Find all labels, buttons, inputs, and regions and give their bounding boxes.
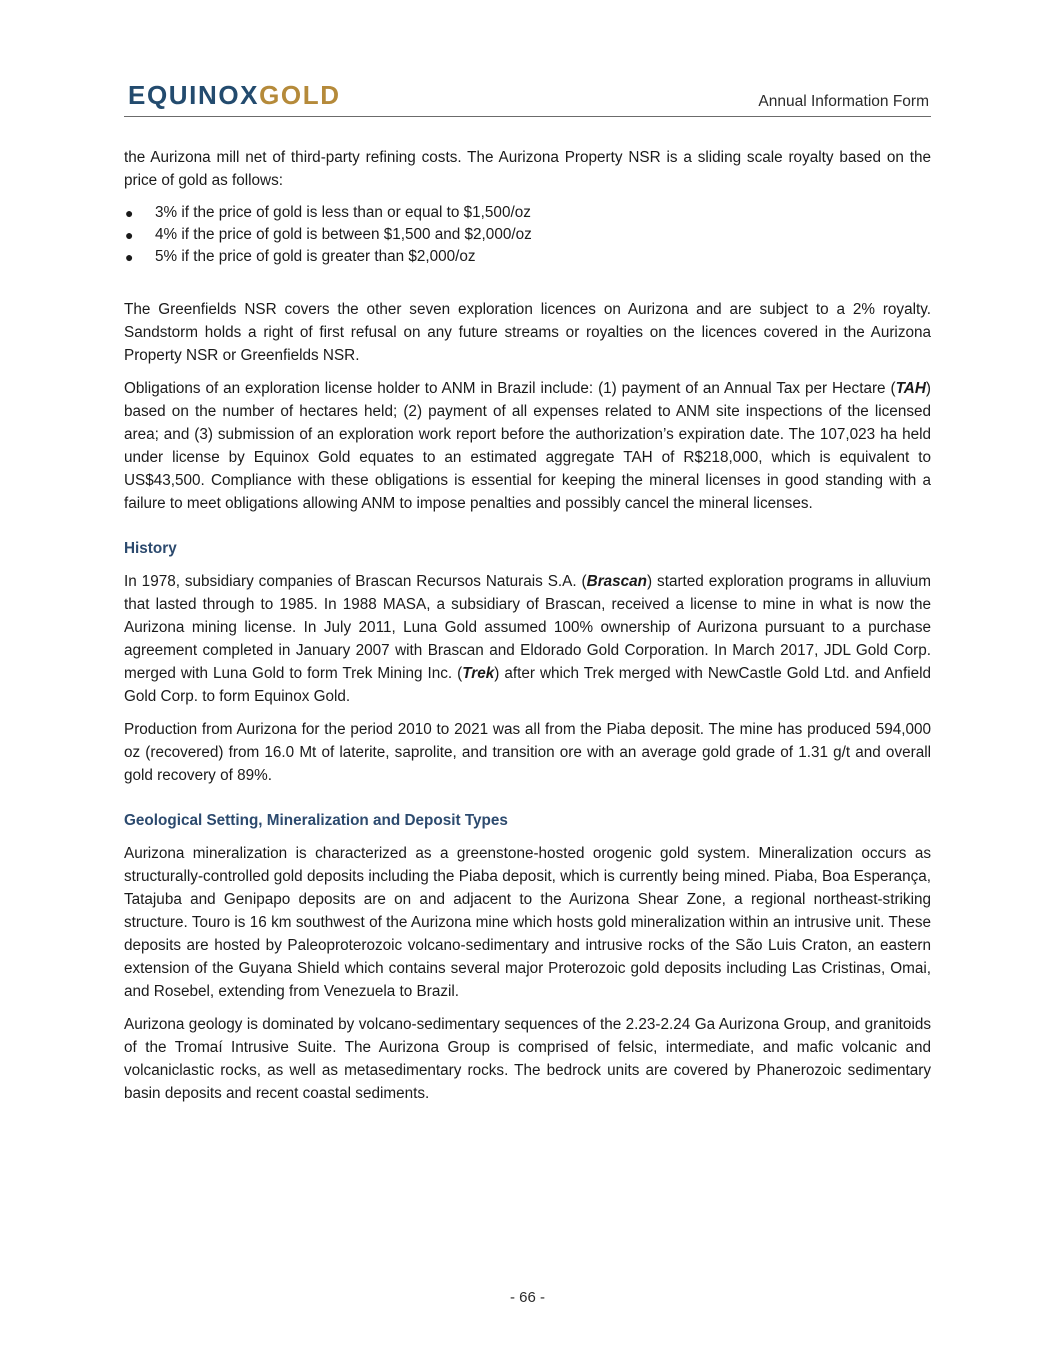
intro-paragraph: the Aurizona mill net of third-party refining costs. The Aurizona Property NSR is a sliding scale royalty based on the price of gold as follows: bbox=[124, 149, 931, 189]
bullet-icon: ● bbox=[125, 205, 134, 221]
bullet-item bbox=[124, 202, 931, 224]
bullet-text: 5% if the price of gold is greater than $2,000/oz bbox=[155, 248, 476, 265]
equinox-gold-logo bbox=[128, 80, 341, 110]
logo-text-equinox: EQUINOX bbox=[128, 80, 260, 110]
history-text-b: ) started exploration programs in alluvium that lasted through to 1985. In 1988 MASA, a subsidiary of Brascan, received a license to mine in what is now the Aurizona mining license. In July 2011, Luna Gold assumed 100% ownership of Aurizona pursuant to a purchase agreement completed in January 2007 with Brascan and Eldorado Gold Corporation. In March 2017, JDL Gold Corp. merged with Luna Gold to form Trek Mining Inc. ( bbox=[124, 573, 931, 682]
brascan-term: Brascan bbox=[586, 573, 648, 590]
bullet-item bbox=[124, 224, 931, 246]
greenfields-paragraph: The Greenfields NSR covers the other seven exploration licences on Aurizona and are subject to a 2% royalty. Sandstorm holds a right of first refusal on any future streams or royalties on the licences covered in the Aurizona Property NSR or Greenfields NSR. bbox=[124, 301, 931, 364]
bullet-text: 4% if the price of gold is between $1,500 and $2,000/oz bbox=[155, 226, 532, 243]
geology-paragraph-1: Aurizona mineralization is characterized as a greenstone-hosted orogenic gold system. Mineralization occurs as structurally-controlled gold deposits including the Piaba deposit, which is currently being mined. Piaba, Boa Esperança, Tatajuba and Genipapo deposits are on and adjacent to the Aurizona Shear Zone, a regional northeast-striking structure. Touro is 16 km southwest of the Aurizona mine which hosts gold mineralization within an intrusive unit. These deposits are hosted by Paleoproterozoic volcano-sedimentary and intrusive rocks of the São Luis Craton, an eastern extension of the Guyana Shield which contains several major Proterozoic gold deposits including Las Cristinas, Omai, and Rosebel, extending from Venezuela to Brazil. bbox=[124, 845, 931, 1000]
history-heading: History bbox=[124, 540, 177, 557]
bullet-icon: ● bbox=[125, 249, 134, 265]
tah-term: TAH bbox=[895, 380, 926, 397]
obligations-paragraph bbox=[124, 377, 931, 515]
document-title: Annual Information Form bbox=[758, 93, 929, 110]
bullet-item bbox=[124, 246, 931, 268]
bullet-icon: ● bbox=[125, 227, 134, 243]
obligations-text-a: Obligations of an exploration license holder to ANM in Brazil include: (1) payment of an Annual Tax per Hectare ( bbox=[124, 380, 896, 397]
geology-heading: Geological Setting, Mineralization and Deposit Types bbox=[124, 812, 508, 829]
history-text-c: ) after which Trek merged with NewCastle Gold Ltd. and Anfield Gold Corp. to form Equinox Gold. bbox=[124, 665, 931, 705]
page-number: - 66 - bbox=[509, 1289, 545, 1306]
trek-term: Trek bbox=[462, 665, 495, 682]
page-body bbox=[124, 146, 931, 1115]
page-header bbox=[124, 78, 931, 117]
logo-text-gold: GOLD bbox=[259, 80, 341, 110]
geology-paragraph-2: Aurizona geology is dominated by volcano-sedimentary sequences of the 2.23-2.24 Ga Aurizona Group, and granitoids of the Tromaí Intrusive Suite. The Aurizona Group is comprised of felsic, intermediate, and mafic volcanic and volcaniclastic rocks, as well as metasedimentary rocks. The bedrock units are covered by Phanerozoic sedimentary basin deposits and recent coastal sediments. bbox=[124, 1016, 931, 1102]
history-paragraph-2: Production from Aurizona for the period 2010 to 2021 was all from the Piaba deposit. The mine has produced 594,000 oz (recovered) from 16.0 Mt of laterite, saprolite, and transition ore with an average gold grade of 1.31 g/t and overall gold recovery of 89%. bbox=[124, 721, 931, 784]
obligations-text-b: ) based on the number of hectares held; (2) payment of all expenses related to ANM site inspections of the licensed area; and (3) submission of an exploration work report before the authorization’s expiration date. The 107,023 ha held under license by Equinox Gold equates to an estimated aggregate TAH of R$218,000, which is equivalent to US$43,500. Compliance with these obligations is essential for keeping the mineral licenses in good standing with a failure to meet obligations allowing ANM to impose penalties and possibly cancel the mineral licenses. bbox=[124, 380, 931, 512]
history-paragraph-1 bbox=[124, 570, 931, 708]
bullet-text: 3% if the price of gold is less than or equal to $1,500/oz bbox=[155, 204, 531, 221]
royalty-bullet-list bbox=[124, 202, 931, 268]
history-text-a: In 1978, subsidiary companies of Brascan Recursos Naturais S.A. ( bbox=[124, 573, 587, 590]
